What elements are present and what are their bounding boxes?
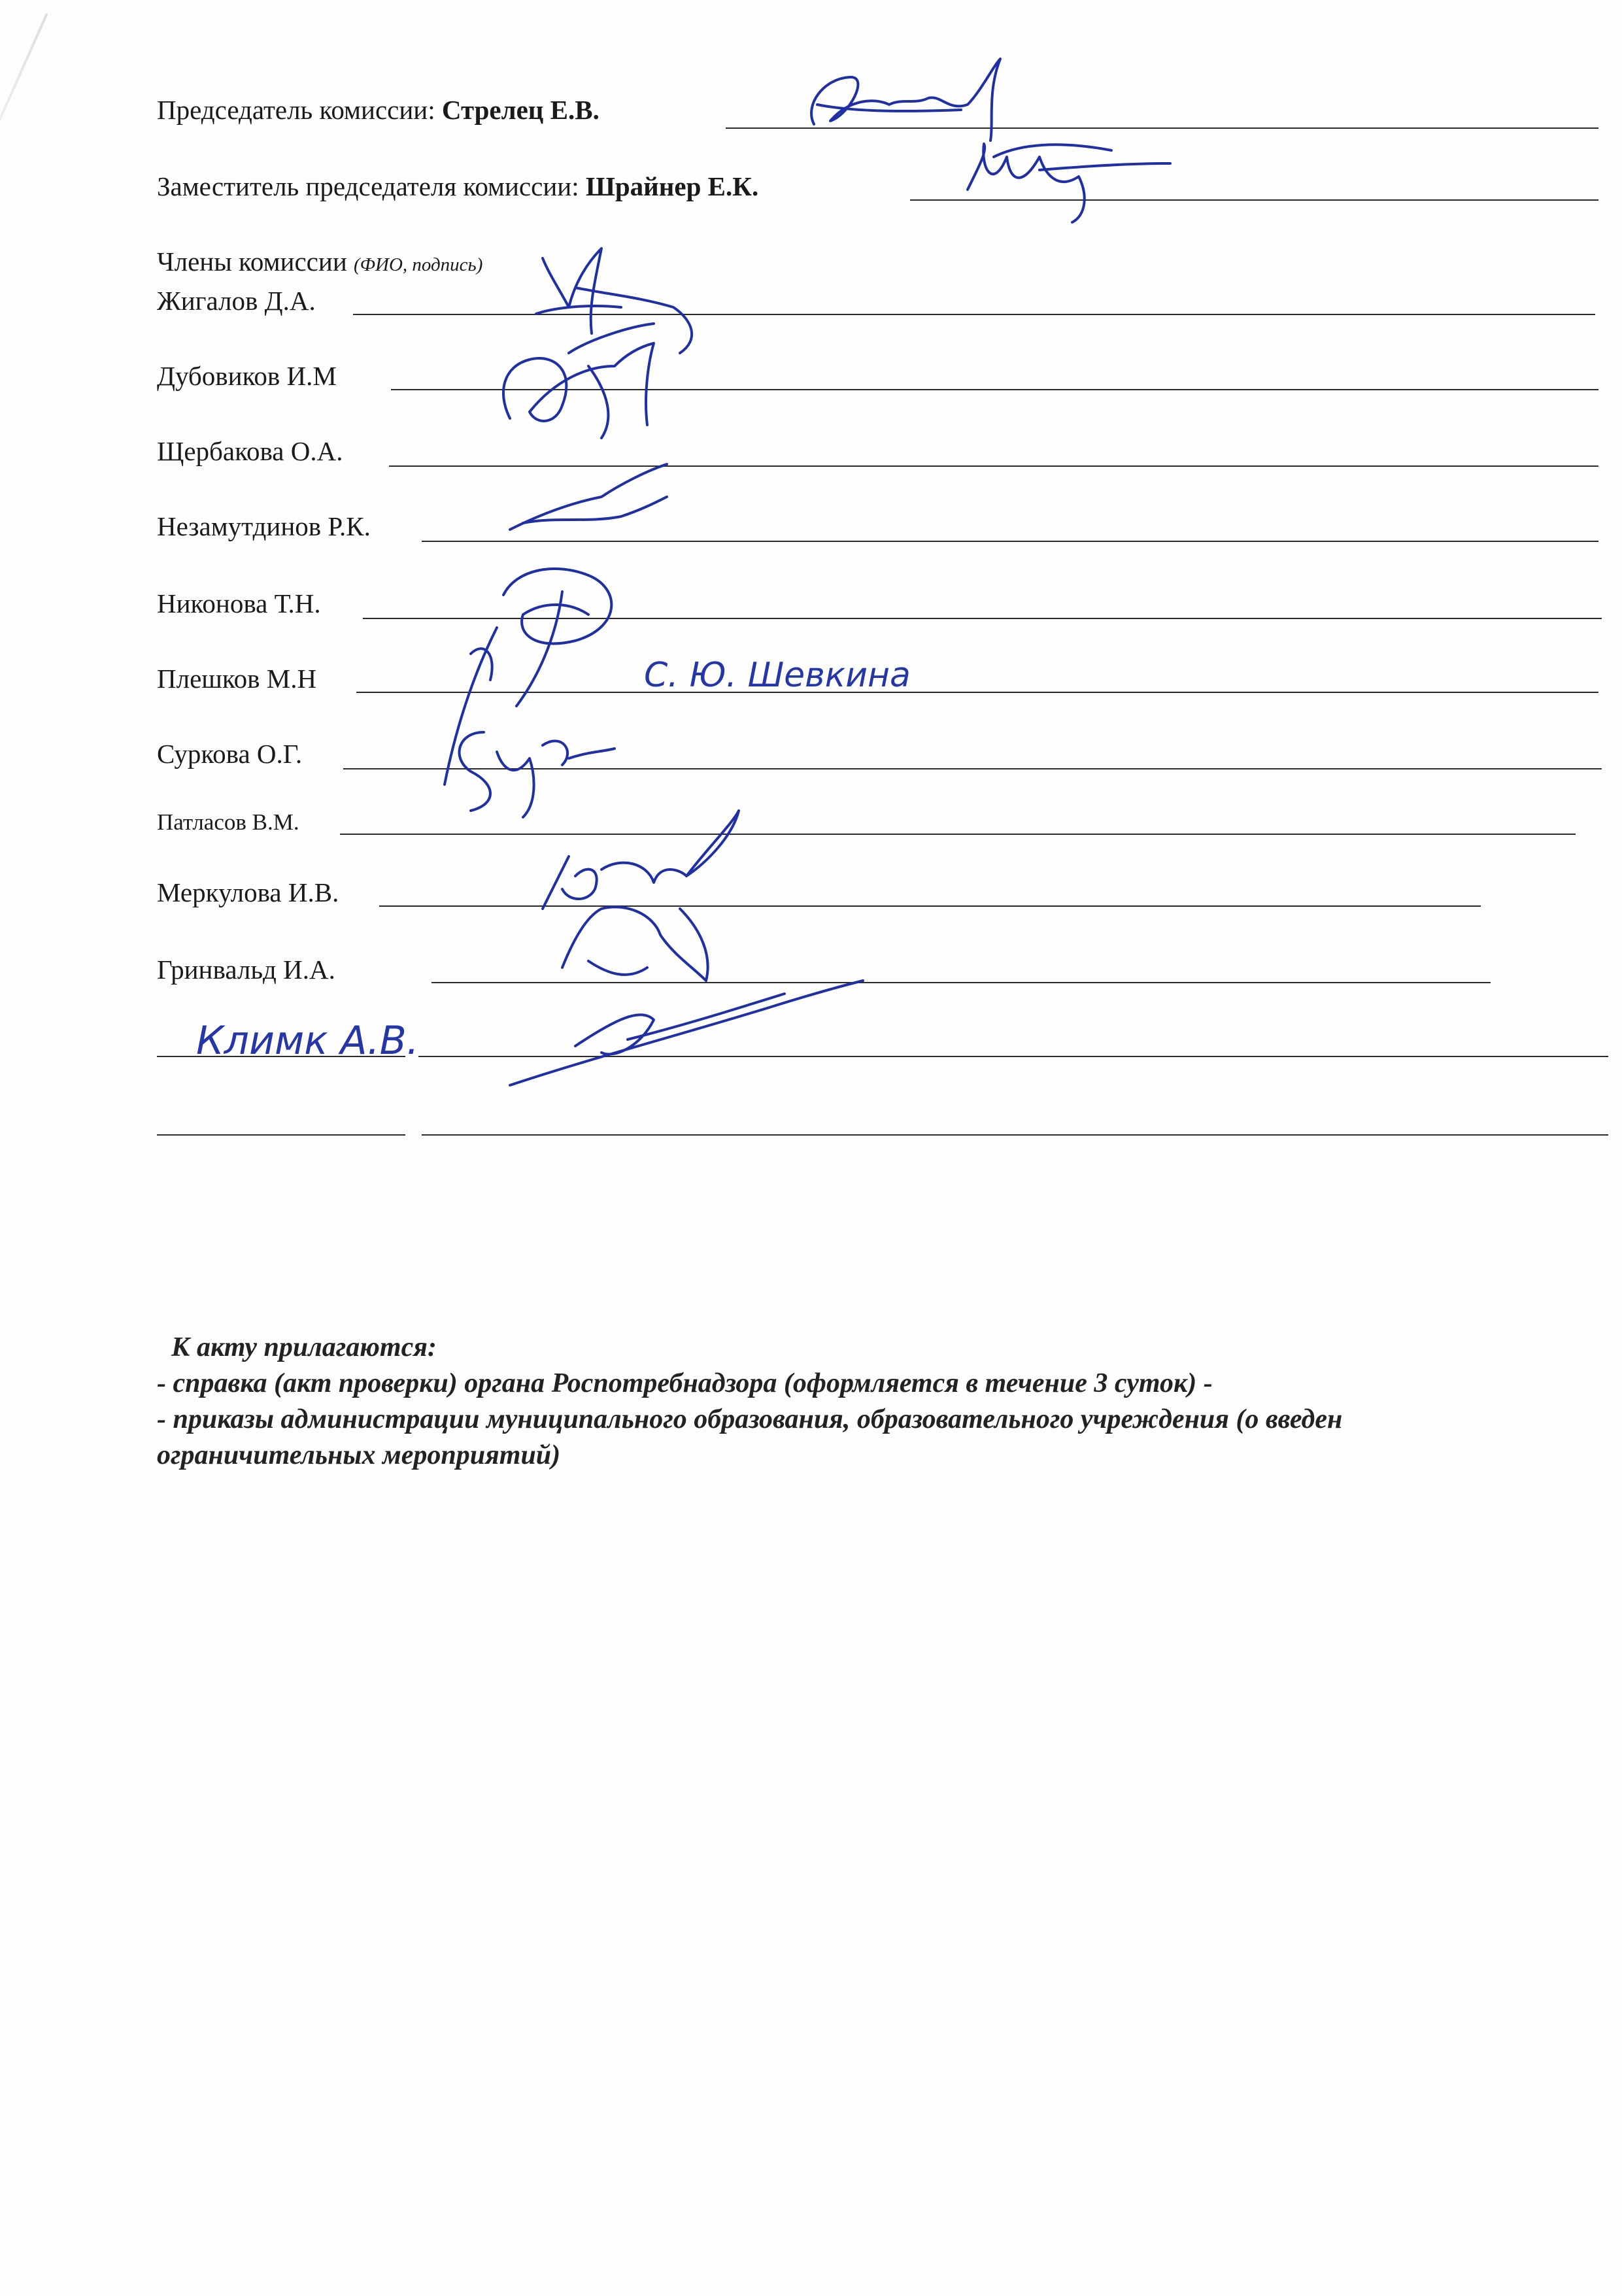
- deputy-name: Шрайнер Е.К.: [585, 171, 759, 201]
- member-line: [363, 618, 1602, 619]
- chair-label: Председатель комиссии:: [157, 95, 435, 125]
- deputy-label: Заместитель председателя комиссии:: [157, 171, 579, 201]
- extra-member-handwritten: Климк А.В.: [196, 1018, 419, 1064]
- member-row: Жигалов Д.А.: [157, 286, 316, 316]
- member-line: [389, 465, 1598, 467]
- member-line: [391, 389, 1598, 390]
- member-line: [356, 692, 1598, 693]
- signature-mark: [510, 464, 667, 530]
- annex-item-2-cont: ограничительных мероприятий): [157, 1440, 561, 1470]
- signature-mark: [562, 907, 706, 981]
- blank-name-line: [157, 1056, 405, 1057]
- member-row: Патласов В.М.: [157, 809, 299, 835]
- member-line: [353, 314, 1595, 315]
- signature-mark: [503, 343, 654, 438]
- member-line: [422, 541, 1598, 542]
- blank-signature-line: [422, 1134, 1608, 1136]
- signature-mark: [536, 306, 621, 314]
- chair-signature-line: [726, 127, 1598, 129]
- members-label: Члены комиссии: [157, 246, 347, 277]
- member-row: Суркова О.Г.: [157, 739, 303, 769]
- member-line: [343, 768, 1602, 769]
- annex-item-2: - приказы администрации муниципального образования, образовательного учреждения (о введен: [157, 1404, 1343, 1434]
- signature-mark: [817, 105, 961, 111]
- signature-mark: [445, 628, 497, 785]
- member-row: Дубовиков И.М: [157, 361, 337, 391]
- signature-mark: [460, 732, 615, 817]
- signature-mark: [680, 909, 708, 981]
- member-row: Меркулова И.В.: [157, 877, 339, 907]
- member-row: Никонова Т.Н.: [157, 588, 321, 618]
- chair-name: Стрелец Е.В.: [441, 95, 600, 125]
- member-line: [431, 982, 1491, 983]
- signature-mark: [543, 248, 692, 353]
- member-row: Щербакова О.А.: [157, 436, 343, 466]
- member-line: [340, 834, 1576, 835]
- signature-mark: [543, 811, 739, 909]
- deputy-signature-line: [910, 199, 1598, 201]
- signature-mark: [516, 592, 562, 706]
- member-line: [379, 905, 1481, 907]
- signature-mark: [510, 981, 863, 1085]
- signature-mark: [968, 144, 1170, 222]
- scan-artifact: [0, 13, 48, 205]
- signature-mark: [994, 144, 1111, 157]
- deputy-row: [157, 173, 758, 200]
- member-row: Плешков М.Н: [157, 664, 317, 694]
- member-row: Гринвальд И.А.: [157, 954, 335, 985]
- annex-item-1: - справка (акт проверки) органа Роспотребнадзора (оформляется в течение 3 суток) -: [157, 1368, 1213, 1398]
- members-header: [157, 248, 482, 275]
- member-row: Незамутдинов Р.К.: [157, 511, 371, 541]
- chair-row: [157, 97, 600, 124]
- signature-mark: [569, 324, 654, 353]
- blank-name-line: [157, 1134, 405, 1136]
- plashkov-annotation: С. Ю. Шевкина: [644, 656, 911, 695]
- signature-mark: [503, 569, 611, 643]
- annex-title: К акту прилагаются:: [171, 1332, 437, 1362]
- blank-signature-line: [418, 1056, 1608, 1057]
- members-note: (ФИО, подпись): [354, 254, 483, 275]
